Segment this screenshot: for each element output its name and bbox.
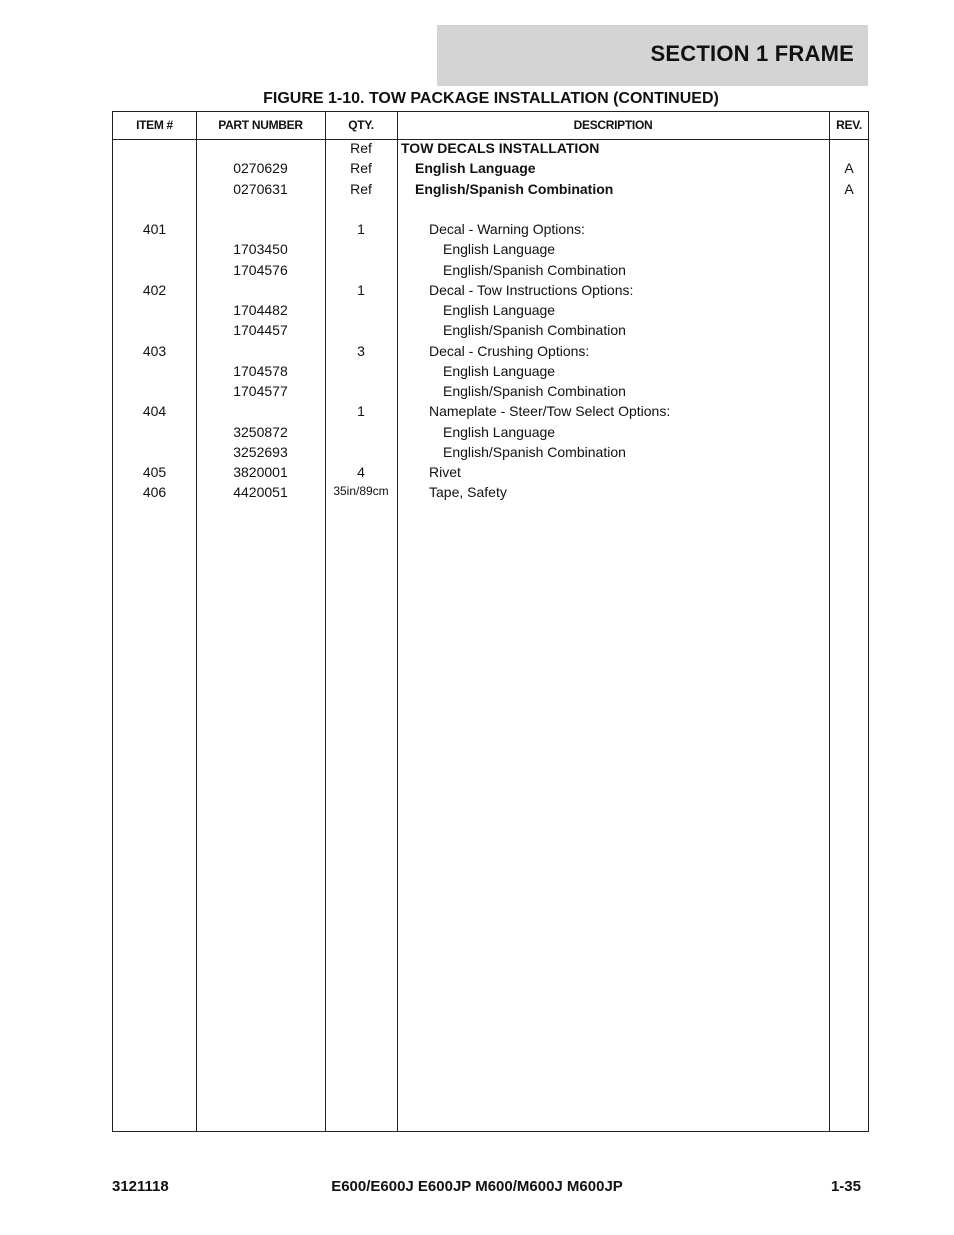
description-cell: English Language	[443, 241, 556, 258]
qty-cell: Ref	[350, 140, 372, 156]
part-number-cell: 4420051	[233, 484, 288, 501]
description-cell: Tape, Safety	[429, 484, 507, 501]
table-row	[113, 484, 868, 504]
table-row	[113, 464, 868, 484]
col-header-item: ITEM #	[136, 118, 173, 132]
description-cell: English Language	[443, 302, 556, 318]
col-header-rev: REV.	[836, 118, 862, 132]
description-cell: Rivet	[429, 464, 461, 480]
description-cell: English Language	[415, 160, 536, 177]
description-cell: English/Spanish Combination	[443, 443, 626, 460]
table-row	[113, 403, 868, 423]
footer-page-number: 1-35	[830, 1178, 861, 1195]
qty-cell: 1	[357, 221, 365, 237]
table-row	[113, 181, 868, 201]
col-header-qty: QTY.	[348, 118, 374, 132]
table-row	[113, 140, 868, 160]
description-cell: English Language	[443, 362, 556, 379]
description-cell: English/Spanish Combination	[443, 261, 626, 278]
table-row	[113, 383, 868, 403]
col-header-description: DESCRIPTION	[573, 118, 653, 132]
item-cell: 405	[142, 464, 167, 480]
description-cell: English Language	[443, 423, 556, 440]
table-row	[113, 160, 868, 180]
item-cell: 401	[142, 221, 167, 237]
description-cell: Decal - Tow Instructions Options:	[429, 281, 634, 298]
description-cell: Decal - Crushing Options:	[429, 342, 590, 359]
footer-doc-number: 3121118	[112, 1178, 169, 1195]
table-row	[113, 221, 868, 241]
section-header-box	[437, 25, 868, 86]
description-cell: Nameplate - Steer/Tow Select Options:	[429, 403, 671, 420]
table-row	[113, 201, 868, 221]
part-number-cell: 3250872	[233, 423, 288, 440]
part-number-cell: 1704577	[233, 383, 288, 399]
rev-cell: A	[844, 180, 854, 197]
figure-title: FIGURE 1-10. TOW PACKAGE INSTALLATION (CONTINUED)	[263, 90, 719, 107]
description-cell: English/Spanish Combination	[415, 180, 614, 197]
item-cell: 402	[142, 281, 167, 298]
table-row	[113, 424, 868, 444]
part-number-cell: 0270629	[233, 160, 288, 177]
part-number-cell: 1704457	[233, 322, 288, 339]
section-title: SECTION 1 FRAME	[650, 41, 854, 66]
part-number-cell: 0270631	[233, 180, 288, 197]
item-cell: 406	[142, 484, 167, 501]
qty-cell: Ref	[350, 160, 372, 177]
footer-models: E600/E600J E600JP M600/M600J M600JP	[331, 1178, 623, 1195]
item-cell: 404	[142, 403, 167, 420]
part-number-cell: 3252693	[233, 443, 288, 460]
description-cell: English/Spanish Combination	[443, 383, 626, 399]
part-number-cell: 1703450	[233, 241, 288, 258]
table-row	[113, 444, 868, 464]
table-row	[113, 363, 868, 383]
part-number-cell: 3820001	[233, 464, 288, 480]
qty-cell: 4	[357, 464, 365, 480]
part-number-cell: 1704576	[233, 261, 288, 278]
table-row	[113, 282, 868, 302]
qty-cell: 35in/89cm	[333, 484, 389, 499]
qty-cell: 1	[357, 281, 365, 298]
description-cell: TOW DECALS INSTALLATION	[401, 140, 600, 156]
table-row	[113, 262, 868, 282]
description-cell: English/Spanish Combination	[443, 322, 626, 339]
col-header-part-number: PART NUMBER	[218, 118, 303, 132]
qty-cell: 3	[357, 342, 365, 359]
table-row	[113, 343, 868, 363]
part-number-cell: 1704578	[233, 362, 288, 379]
rev-cell: A	[844, 160, 854, 177]
qty-cell: Ref	[350, 180, 372, 197]
qty-cell: 1	[357, 403, 365, 420]
table-row	[113, 302, 868, 322]
table-row	[113, 322, 868, 342]
parts-table	[112, 111, 869, 1132]
description-cell: Decal - Warning Options:	[429, 221, 585, 237]
table-row	[113, 241, 868, 261]
part-number-cell: 1704482	[233, 302, 288, 318]
item-cell: 403	[142, 342, 167, 359]
